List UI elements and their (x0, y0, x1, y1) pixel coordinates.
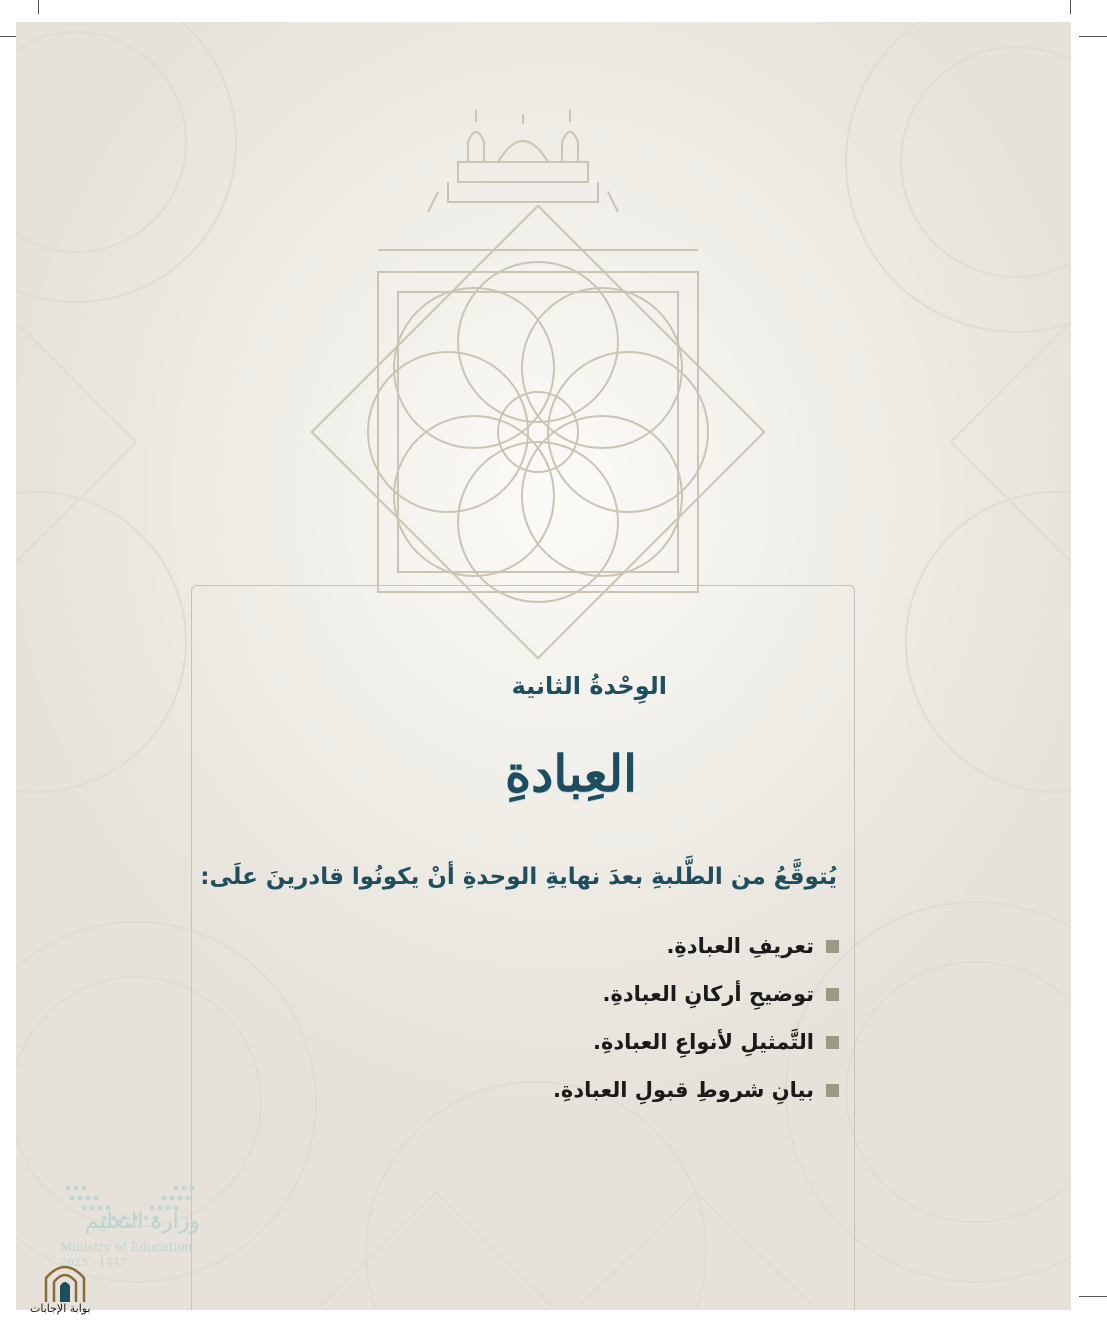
square-bullet-icon (826, 988, 839, 1001)
mosque-star-motif-icon (298, 102, 778, 662)
unit-cover-page (16, 22, 1071, 1310)
objective-text: تعريفِ العبادةِ. (666, 934, 814, 958)
objective-item (553, 922, 839, 970)
square-bullet-icon (826, 940, 839, 953)
crop-mark-bottom-right (1079, 1296, 1107, 1297)
unit-number-label: الوِحْدةُ الثانية (511, 672, 667, 700)
square-bullet-icon (826, 1036, 839, 1049)
crop-mark-top-right (1079, 36, 1107, 37)
square-bullet-icon (826, 1084, 839, 1097)
objective-text: توضيحِ أركانِ العبادةِ. (602, 982, 814, 1006)
answers-gate-label: بوابة الإجابات (30, 1302, 91, 1315)
ministry-name-arabic: وزارة التعليم (84, 1209, 200, 1234)
ministry-name-english: Ministry of Education (60, 1240, 193, 1254)
edition-year: 2025 - 1447 (60, 1256, 127, 1269)
objective-text: التَّمثيلِ لأنواعِ العبادةِ. (592, 1030, 814, 1054)
answers-gate-logo-icon (40, 1256, 90, 1306)
objectives-list (553, 922, 839, 1114)
objectives-intro: يُتوقَّعُ من الطَّلبةِ بعدَ نهايةِ الوحدةِ أنْ يكونُوا قادرينَ علَى: (200, 864, 837, 890)
objective-item (553, 1018, 839, 1066)
objective-text: بيانِ شروطِ قبولِ العبادةِ. (552, 1078, 814, 1102)
objective-item (553, 1066, 839, 1114)
crop-mark-top-right-v (1070, 0, 1071, 14)
objective-item (553, 970, 839, 1018)
unit-title: العِبادةِ (504, 744, 637, 803)
crop-mark-top-left-v (38, 0, 39, 14)
